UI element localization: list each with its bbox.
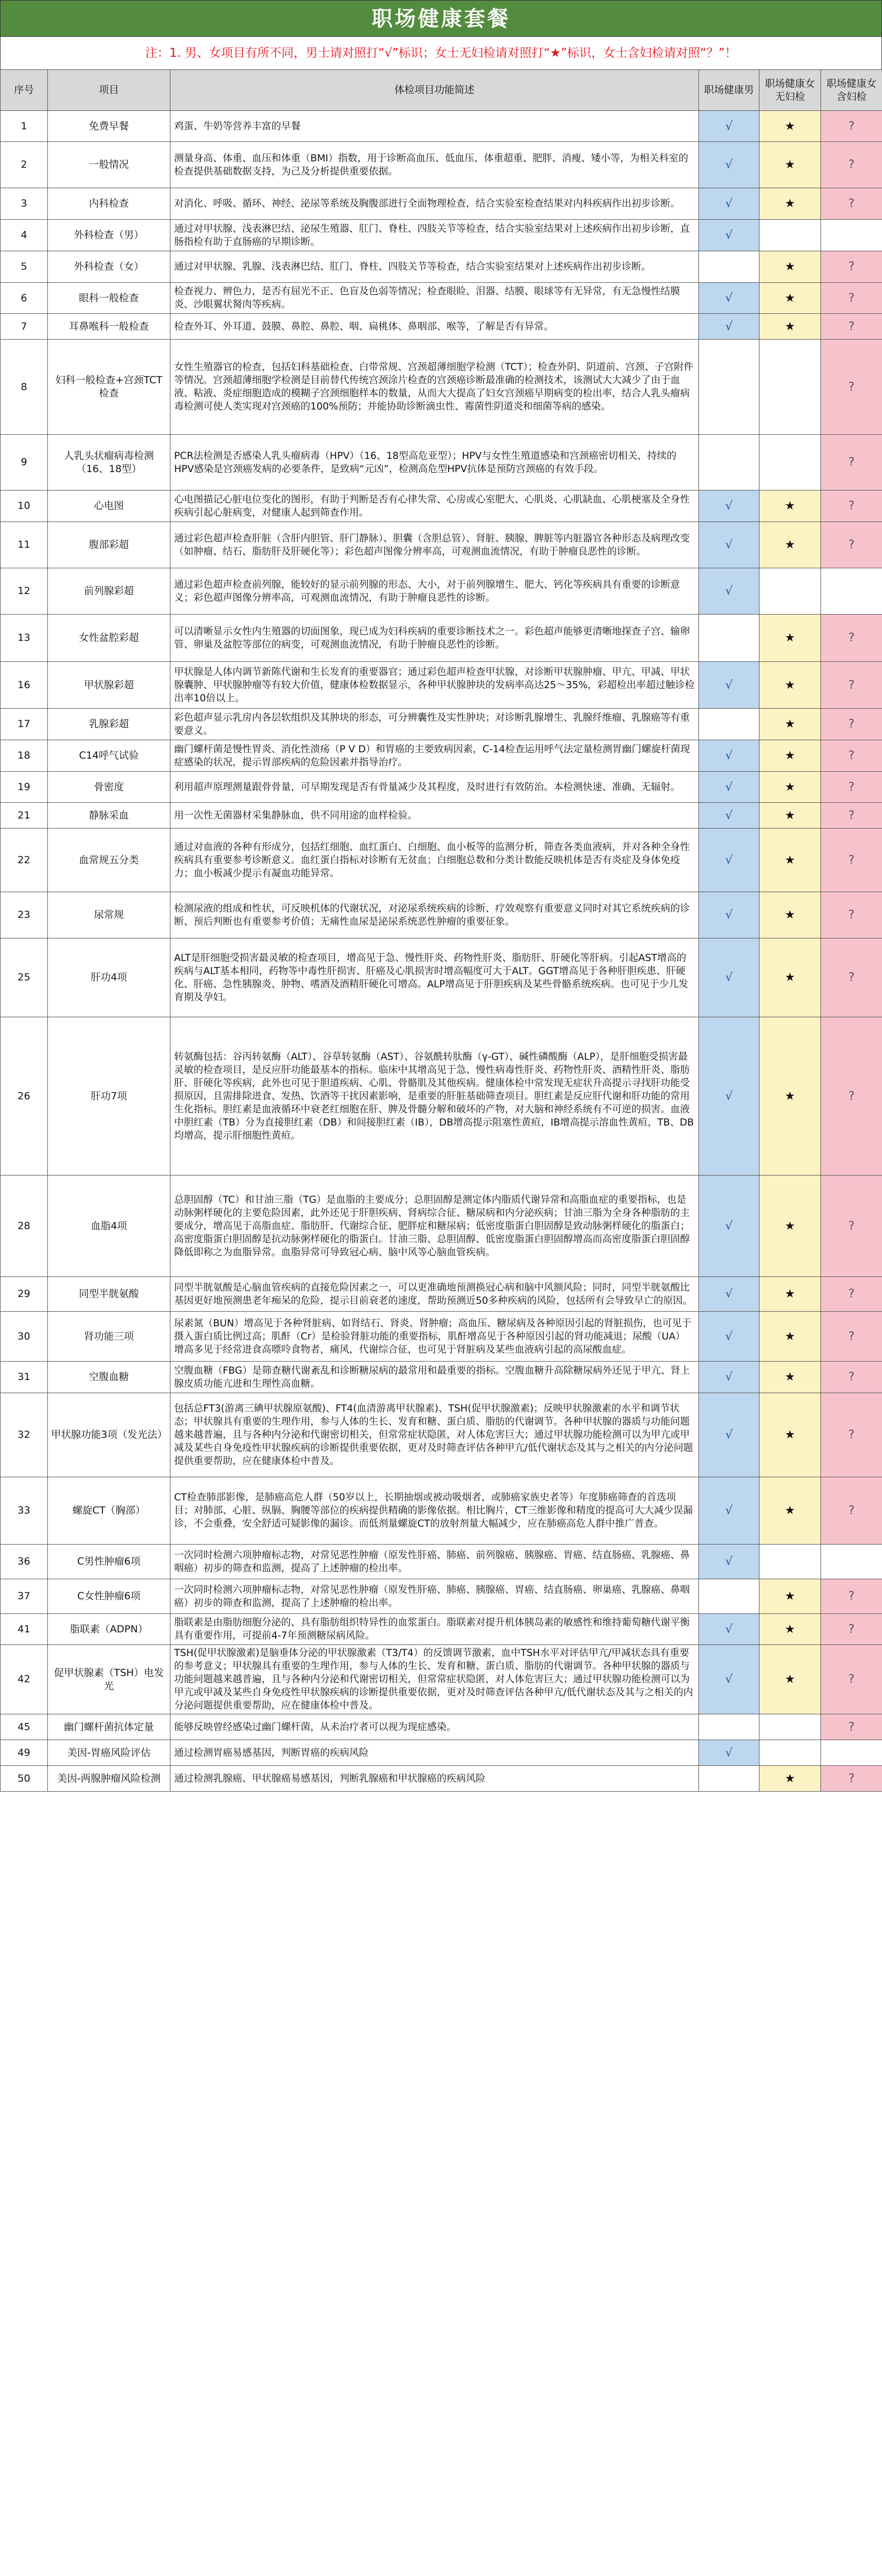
header-item: 项目 bbox=[48, 70, 170, 111]
row-mark-female-no-gyn: ★ bbox=[759, 829, 821, 892]
table-row bbox=[1, 1714, 882, 1740]
row-item-name: C14呼气试验 bbox=[48, 740, 170, 772]
row-mark-female-with-gyn: ? bbox=[821, 892, 882, 938]
row-mark-female-with-gyn bbox=[821, 220, 882, 251]
row-item-name: 螺旋CT（胸部） bbox=[48, 1477, 170, 1545]
row-item-name: 妇科一般检查+宫颈TCT检查 bbox=[48, 340, 170, 435]
row-mark-female-with-gyn: ? bbox=[821, 1175, 882, 1277]
row-description: 通过检测乳腺癌、甲状腺癌易感基因，判断乳腺癌和甲状腺癌的疾病风险 bbox=[170, 1766, 699, 1792]
row-mark-female-with-gyn: ? bbox=[821, 938, 882, 1017]
row-item-name: 美因-两腺肿瘤风险检测 bbox=[48, 1766, 170, 1792]
row-mark-female-with-gyn: ? bbox=[821, 490, 882, 522]
row-number: 4 bbox=[1, 220, 48, 251]
gender-note: 注：1. 男、女项目有所不同，男士请对照打“√”标识；女士无妇检请对照打“★”标识，女士含妇检请对照“？”！ bbox=[0, 37, 882, 69]
row-description: 通过彩色超声检查肝脏（含肝内胆管、肝门静脉）、胆囊（含胆总管）、肾脏、胰腺、脾脏等内脏器官各种形态及病理改变（如肿瘤、结石、脂肪肝及肝硬化等）；彩色超声图像分辨率高，可观测血流情况，有助于肿瘤良恶性的诊断。 bbox=[170, 522, 699, 568]
table-row bbox=[1, 1579, 882, 1614]
row-mark-female-with-gyn: ? bbox=[821, 1477, 882, 1545]
row-description: 甲状腺是人体内调节新陈代谢和生长发育的重要器官；通过彩色超声检查甲状腺，对诊断甲状腺肿瘤、甲亢、甲减、甲状腺囊肿、甲状腺肿瘤等有较大价值，健康体检数据显示，各种甲状腺肿块的发病率高达25～35%，彩超检出率超过触诊检出率10倍以上。 bbox=[170, 662, 699, 709]
header-description: 体检项目功能简述 bbox=[170, 70, 699, 111]
header-male: 职场健康男 bbox=[699, 70, 759, 111]
table-row bbox=[1, 1017, 882, 1175]
row-mark-male: √ bbox=[699, 1545, 759, 1579]
row-mark-female-no-gyn: ★ bbox=[759, 283, 821, 314]
row-item-name: 血常规五分类 bbox=[48, 829, 170, 892]
row-item-name: 甲状腺彩超 bbox=[48, 662, 170, 709]
row-mark-female-no-gyn bbox=[759, 1714, 821, 1740]
row-description: 鸡蛋、牛奶等营养丰富的早餐 bbox=[170, 111, 699, 142]
row-mark-male: √ bbox=[699, 662, 759, 709]
row-mark-female-no-gyn: ★ bbox=[759, 1277, 821, 1312]
row-item-name: 外科检查（女） bbox=[48, 251, 170, 283]
row-description: 心电图描记心脏电位变化的图形，有助于判断是否有心律失常、心房或心室肥大、心肌炎、心肌缺血、心肌梗塞及全身性疾病引起心脏病变，对健康人起到筛查作用。 bbox=[170, 490, 699, 522]
row-description: 通过对甲状腺、浅表淋巴结、泌尿生殖器、肛门、脊柱、四肢关节等检查，结合实验室结果对上述疾病作出初步诊断，直肠指检有助于直肠癌的早期诊断。 bbox=[170, 220, 699, 251]
row-mark-female-no-gyn: ★ bbox=[759, 662, 821, 709]
row-description: 通过检测胃癌易感基因，判断胃癌的疾病风险 bbox=[170, 1740, 699, 1766]
row-mark-male bbox=[699, 1714, 759, 1740]
row-mark-female-no-gyn: ★ bbox=[759, 251, 821, 283]
table-row bbox=[1, 522, 882, 568]
row-mark-female-with-gyn: ? bbox=[821, 188, 882, 220]
row-mark-male: √ bbox=[699, 1175, 759, 1277]
row-mark-female-no-gyn: ★ bbox=[759, 1477, 821, 1545]
row-mark-female-no-gyn: ★ bbox=[759, 111, 821, 142]
row-mark-male: √ bbox=[699, 1277, 759, 1312]
row-mark-female-no-gyn: ★ bbox=[759, 1362, 821, 1393]
row-mark-female-no-gyn: ★ bbox=[759, 709, 821, 740]
row-description: 检查外耳、外耳道、鼓膜、鼻腔、鼻腔、咽、扁桃体、鼻咽部、喉等，了解是否有异常。 bbox=[170, 314, 699, 340]
row-description: PCR法检测是否感染人乳头瘤病毒（HPV）（16、18型高危亚型）；HPV与女性生殖道感染和宫颈癌密切相关，持续的HPV感染是宫颈癌发病的必要条件，是致病“元凶”，检测高危型HPV抗体是预防宫颈癌的有效手段。 bbox=[170, 435, 699, 490]
row-item-name: 内科检查 bbox=[48, 188, 170, 220]
row-mark-female-no-gyn: ★ bbox=[759, 1312, 821, 1362]
row-item-name: 肝功7项 bbox=[48, 1017, 170, 1175]
row-number: 12 bbox=[1, 568, 48, 615]
row-number: 17 bbox=[1, 709, 48, 740]
row-mark-male: √ bbox=[699, 188, 759, 220]
row-mark-female-with-gyn: ? bbox=[821, 314, 882, 340]
row-mark-male: √ bbox=[699, 938, 759, 1017]
table-row bbox=[1, 251, 882, 283]
row-item-name: 幽门螺杆菌抗体定量 bbox=[48, 1714, 170, 1740]
row-item-name: 促甲状腺素（TSH）电发光 bbox=[48, 1645, 170, 1714]
table-row bbox=[1, 1312, 882, 1362]
table-row bbox=[1, 220, 882, 251]
row-mark-male: √ bbox=[699, 1614, 759, 1645]
row-mark-male bbox=[699, 251, 759, 283]
row-mark-male: √ bbox=[699, 1017, 759, 1175]
row-number: 5 bbox=[1, 251, 48, 283]
row-mark-female-no-gyn: ★ bbox=[759, 615, 821, 662]
row-mark-female-with-gyn bbox=[821, 568, 882, 615]
row-mark-female-no-gyn: ★ bbox=[759, 892, 821, 938]
table-row bbox=[1, 568, 882, 615]
table-row bbox=[1, 709, 882, 740]
row-item-name: 乳腺彩超 bbox=[48, 709, 170, 740]
row-mark-male bbox=[699, 340, 759, 435]
row-mark-female-no-gyn: ★ bbox=[759, 1645, 821, 1714]
row-mark-female-no-gyn: ★ bbox=[759, 142, 821, 188]
row-mark-male: √ bbox=[699, 1477, 759, 1545]
row-number: 7 bbox=[1, 314, 48, 340]
row-mark-female-with-gyn: ? bbox=[821, 829, 882, 892]
row-item-name: 一般情况 bbox=[48, 142, 170, 188]
row-description: 转氨酶包括：谷丙转氨酶（ALT）、谷草转氨酶（AST）、谷氨酰转肽酶（γ-GT）、碱性磷酸酶（ALP），是肝细胞受损害最灵敏的检查项目，是反应肝功能最基本的指标。临床中其增高见于急、慢性病毒性肝炎、药物性肝炎、酒精性肝炎、脂肪肝、肝硬化等疾病，此外也可见于胆道疾病、心肌、骨骼肌及其他疾病。健康体检中常发现无症状升高提示寻找肝功能受损原因，且需排除进食、发热、饮酒等干扰因素影响，是重要的肝脏基础筛查项目。胆红素是反应肝代谢和肝功能的常用生化指标。胆红素是血液循环中衰老红细胞在肝、脾及骨髓分解和破坏的产物，对大脑和神经系统有不可逆的损害。血液中胆红素（TB）分为直接胆红素（DB）和间接胆红素（IB），DB增高提示阻塞性黄疸，IB增高提示溶血性黄疸，TB、DB均增高，提示肝细胞性黄疸。 bbox=[170, 1017, 699, 1175]
row-description: 对消化、呼吸、循环、神经、泌尿等系统及胸腹部进行全面物理检查，结合实验室检查结果对内科疾病作出初步诊断。 bbox=[170, 188, 699, 220]
row-mark-female-with-gyn: ? bbox=[821, 1312, 882, 1362]
row-mark-male: √ bbox=[699, 740, 759, 772]
row-item-name: 肾功能三项 bbox=[48, 1312, 170, 1362]
table-row bbox=[1, 1614, 882, 1645]
table-row bbox=[1, 1740, 882, 1766]
table-row bbox=[1, 1645, 882, 1714]
row-number: 10 bbox=[1, 490, 48, 522]
table-row bbox=[1, 1545, 882, 1579]
table-row bbox=[1, 490, 882, 522]
row-mark-female-with-gyn: ? bbox=[821, 283, 882, 314]
table-row bbox=[1, 1277, 882, 1312]
row-number: 6 bbox=[1, 283, 48, 314]
row-mark-female-no-gyn: ★ bbox=[759, 1017, 821, 1175]
row-item-name: 空腹血糖 bbox=[48, 1362, 170, 1393]
row-mark-male: √ bbox=[699, 803, 759, 829]
row-mark-female-with-gyn: ? bbox=[821, 1766, 882, 1792]
row-number: 22 bbox=[1, 829, 48, 892]
row-mark-female-no-gyn: ★ bbox=[759, 1393, 821, 1477]
row-mark-female-with-gyn: ? bbox=[821, 615, 882, 662]
row-mark-female-with-gyn: ? bbox=[821, 662, 882, 709]
row-number: 50 bbox=[1, 1766, 48, 1792]
row-item-name: 肝功4项 bbox=[48, 938, 170, 1017]
row-item-name: 尿常规 bbox=[48, 892, 170, 938]
row-item-name: 静脉采血 bbox=[48, 803, 170, 829]
row-description: 女性生殖器官的检查，包括妇科基础检查、白带常规、宫颈超薄细胞学检测（TCT）；检查外阴、阴道前、宫颈、子宫附件等情况。宫颈超薄细胞学检测是目前替代传统宫颈涂片检查的宫颈癌诊断最准确的检测技术，该测试大大减少了由于血液、粘液、炎症细胞造成的模糊子宫颈细胞样本的数量，从而大大提高了妇女宫颈癌早期病变的检出率，结合人乳头瘤病毒检测可使人类实现对宫颈癌的100%预防；并能协助诊断滴虫性、霉菌性阴道炎和细菌等病的感染。 bbox=[170, 340, 699, 435]
row-mark-female-no-gyn: ★ bbox=[759, 1175, 821, 1277]
row-number: 49 bbox=[1, 1740, 48, 1766]
row-mark-male: √ bbox=[699, 490, 759, 522]
row-description: ALT是肝细胞受损害最灵敏的检查项目，增高见于急、慢性肝炎、药物性肝炎、脂肪肝、肝硬化等肝病。引起AST增高的疾病与ALT基本相同，药物等中毒性肝损害、肝癌及心肌损害时增高幅度可大于ALT。GGT增高见于各种肝胆疾患、肝硬化、肝癌、急性胰腺炎、肿物、嗜酒及酒精肝硬化可增高。ALP增高见于肝胆疾病及某些骨骼系统疾病。也可见于少儿发育期及孕妇。 bbox=[170, 938, 699, 1017]
row-mark-female-with-gyn: ? bbox=[821, 1362, 882, 1393]
row-mark-female-no-gyn: ★ bbox=[759, 314, 821, 340]
row-item-name: 外科检查（男） bbox=[48, 220, 170, 251]
row-mark-male: √ bbox=[699, 283, 759, 314]
row-description: 一次同时检测六项肿瘤标志物，对常见恶性肿瘤（原发性肝癌、肺癌、胰腺癌、胃癌、结直肠癌、卵巢癌、乳腺癌、鼻咽癌）初步的筛查和监测，提高了上述肿瘤的检出率。 bbox=[170, 1579, 699, 1614]
table-row bbox=[1, 772, 882, 803]
row-item-name: 骨密度 bbox=[48, 772, 170, 803]
row-mark-male: √ bbox=[699, 1362, 759, 1393]
table-row bbox=[1, 829, 882, 892]
row-description: 彩色超声显示乳房内各层软组织及其肿块的形态，可分辨囊性及实性肿块；对诊断乳腺增生、乳腺纤维瘤、乳腺癌等有重要意义。 bbox=[170, 709, 699, 740]
row-description: 幽门螺杆菌是慢性胃炎、消化性溃疡（P V D）和胃癌的主要致病因素，C-14检查运用呼气法定量检测胃幽门螺旋杆菌现症感染的状况，提示胃部疾病的危险因素并指导治疗。 bbox=[170, 740, 699, 772]
row-number: 3 bbox=[1, 188, 48, 220]
row-number: 18 bbox=[1, 740, 48, 772]
row-mark-male: √ bbox=[699, 1312, 759, 1362]
table-row bbox=[1, 803, 882, 829]
row-mark-male: √ bbox=[699, 314, 759, 340]
row-mark-male: √ bbox=[699, 1740, 759, 1766]
table-row bbox=[1, 435, 882, 490]
table-row bbox=[1, 314, 882, 340]
row-mark-male: √ bbox=[699, 1393, 759, 1477]
row-number: 1 bbox=[1, 111, 48, 142]
table-row bbox=[1, 111, 882, 142]
row-mark-male: √ bbox=[699, 522, 759, 568]
row-number: 2 bbox=[1, 142, 48, 188]
row-item-name: C女性肿瘤6项 bbox=[48, 1579, 170, 1614]
row-mark-female-no-gyn bbox=[759, 220, 821, 251]
row-number: 23 bbox=[1, 892, 48, 938]
row-item-name: 免费早餐 bbox=[48, 111, 170, 142]
row-item-name: 心电图 bbox=[48, 490, 170, 522]
row-mark-female-no-gyn: ★ bbox=[759, 740, 821, 772]
row-mark-female-no-gyn: ★ bbox=[759, 772, 821, 803]
row-number: 25 bbox=[1, 938, 48, 1017]
row-item-name: 血脂4项 bbox=[48, 1175, 170, 1277]
table-row bbox=[1, 1175, 882, 1277]
row-item-name: 女性盆腔彩超 bbox=[48, 615, 170, 662]
row-description: 一次同时检测六项肿瘤标志物，对常见恶性肿瘤（原发性肝癌、肺癌、前列腺癌、胰腺癌、胃癌、结直肠癌、乳腺癌、鼻咽癌）初步的筛查和监测，提高了上述肿瘤的检出率。 bbox=[170, 1545, 699, 1579]
table-row bbox=[1, 740, 882, 772]
row-mark-female-with-gyn: ? bbox=[821, 1714, 882, 1740]
row-mark-female-with-gyn: ? bbox=[821, 1614, 882, 1645]
row-description: 通过彩色超声检查前列腺，能较好的显示前列腺的形态、大小，对于前列腺增生、肥大、钙化等疾病具有重要的诊断意义；彩色超声图像分辨率高，可观测血流情况，有助于肿瘤良恶性的诊断。 bbox=[170, 568, 699, 615]
row-description: 检查视力、辨色力，是否有屈光不正、色盲及色弱等情况；检查眼睑、泪器、结膜、眼球等有无异常，有无急慢性结膜炎、沙眼翼状胬肉等疾病。 bbox=[170, 283, 699, 314]
row-number: 45 bbox=[1, 1714, 48, 1740]
row-mark-male: √ bbox=[699, 568, 759, 615]
row-description: TSH(促甲状腺激素)是脑垂体分泌的甲状腺激素（T3/T4）的反馈调节激素，血中TSH水平对评估甲亢/甲减状态具有重要的参考意义；甲状腺具有重要的生理作用，参与人体的生长、发育和糖、蛋白质、脂肪的代谢调节。各种甲状腺的器质与功能问题越来越普遍，且与各种内分泌和代谢密切相关，但常常症状隐匿，对人体危害巨大；通过甲状腺功能检测可以为甲亢或甲减及某些自身免疫性甲状腺疾病的诊断提供重要依据，更对及时筛查评估各种甲亢/低代谢状态及其与之相关的内分泌问题提供重要帮助，应在健康体检中普及。 bbox=[170, 1645, 699, 1714]
row-mark-female-no-gyn: ★ bbox=[759, 1766, 821, 1792]
row-number: 19 bbox=[1, 772, 48, 803]
table-row bbox=[1, 938, 882, 1017]
row-mark-female-no-gyn bbox=[759, 1545, 821, 1579]
row-mark-male: √ bbox=[699, 142, 759, 188]
row-number: 31 bbox=[1, 1362, 48, 1393]
row-number: 42 bbox=[1, 1645, 48, 1714]
table-row bbox=[1, 1477, 882, 1545]
row-mark-male: √ bbox=[699, 1645, 759, 1714]
row-number: 11 bbox=[1, 522, 48, 568]
row-number: 29 bbox=[1, 1277, 48, 1312]
row-item-name: 同型半胱氨酸 bbox=[48, 1277, 170, 1312]
row-mark-female-with-gyn: ? bbox=[821, 1579, 882, 1614]
row-description: 空腹血糖（FBG）是筛查糖代谢紊乱和诊断糖尿病的最常用和最重要的指标。空腹血糖升高除糖尿病外还见于甲亢、肾上腺皮质功能亢进和生理性高血糖。 bbox=[170, 1362, 699, 1393]
row-description: 利用超声原理测量跟骨骨量，可早期发现是否有骨量减少及其程度，及时进行有效防治。本检测快速、准确、无辐射。 bbox=[170, 772, 699, 803]
row-mark-female-no-gyn: ★ bbox=[759, 1614, 821, 1645]
row-description: 通过对血液的各种有形成分，包括红细胞、血红蛋白、白细胞、血小板等的监测分析，筛查各类血液病，并对各种全身性疾病具有重要参考诊断意义。血红蛋白指标对诊断有无贫血；白细胞总数和分类计数能反映机体是否有炎症及身体免疫力；血小板减少提示有凝血功能异常。 bbox=[170, 829, 699, 892]
row-item-name: 耳鼻喉科一般检查 bbox=[48, 314, 170, 340]
row-mark-female-no-gyn bbox=[759, 340, 821, 435]
row-description: 同型半胱氨酸是心脑血管疾病的直接危险因素之一，可以更准确地预测换冠心病和脑中风额风险；同时，同型半胱氨酸比基因更好地预测患老年痴呆的危险，提示目前衰老的速度，帮助预测近50多种疾病的风险，包括所有会导致早亡的原因。 bbox=[170, 1277, 699, 1312]
row-number: 21 bbox=[1, 803, 48, 829]
row-mark-female-with-gyn: ? bbox=[821, 1393, 882, 1477]
row-mark-female-with-gyn: ? bbox=[821, 1017, 882, 1175]
row-description: 可以清晰显示女性内生殖器的切面图象，现已成为妇科疾病的重要诊断技术之一。彩色超声能够更清晰地探查子宫、输卵管、卵巢及盆腔等部位的病变，可观测血流情况，有助于肿瘤良恶性的诊断。 bbox=[170, 615, 699, 662]
row-mark-female-with-gyn: ? bbox=[821, 522, 882, 568]
row-mark-female-no-gyn bbox=[759, 435, 821, 490]
table-row bbox=[1, 142, 882, 188]
row-description: 包括总FT3(游离三碘甲状腺原氨酸)、FT4(血清游离甲状腺素)、TSH(促甲状腺激素)；反映甲状腺激素的水平和调节状态；甲状腺具有重要的生理作用，参与人体的生长、发育和糖、蛋白质、脂肪的代谢调节。各种甲状腺的器质与功能问题越来越普遍，且与各种内分泌和代谢密切相关，但常常症状隐匿，对人体危害巨大；通过甲状腺功能检测可以为甲亢或甲减及某些自身免疫性甲状腺疾病的诊断提供重要依据，更对及时筛查评估各种甲亢/低代谢状态及其与之相关的内分泌问题提供重要帮助，应在健康体检中普及。 bbox=[170, 1393, 699, 1477]
row-mark-female-with-gyn: ? bbox=[821, 111, 882, 142]
row-item-name: 眼科一般检查 bbox=[48, 283, 170, 314]
row-mark-female-with-gyn bbox=[821, 1740, 882, 1766]
row-number: 8 bbox=[1, 340, 48, 435]
table-row bbox=[1, 340, 882, 435]
row-mark-female-with-gyn: ? bbox=[821, 142, 882, 188]
row-number: 32 bbox=[1, 1393, 48, 1477]
row-mark-male bbox=[699, 435, 759, 490]
row-mark-female-with-gyn: ? bbox=[821, 340, 882, 435]
table-row bbox=[1, 892, 882, 938]
header-female-with-gyn: 职场健康女含妇检 bbox=[821, 70, 882, 111]
row-number: 26 bbox=[1, 1017, 48, 1175]
row-description: 检测尿液的组成和性状，可反映机体的代谢状况，对泌尿系统疾病的诊断、疗效观察有重要意义同时对其它系统疾病的诊断、预后判断也有重要参考价值；无痛性血尿是泌尿系统恶性肿瘤的重要征象。 bbox=[170, 892, 699, 938]
row-number: 37 bbox=[1, 1579, 48, 1614]
row-mark-female-no-gyn: ★ bbox=[759, 938, 821, 1017]
row-mark-female-with-gyn bbox=[821, 1545, 882, 1579]
row-description: CT检查肺部影像，是肺癌高危人群（50岁以上，长期抽烟或被动吸烟者，或肺癌家族史者等）年度肺癌筛查的首选项目；对肺部、心脏、纵膈、胸腰等部位的疾病提供精确的影像依据。相比胸片，CT三维影像和精度的提高可大大减少误漏诊，不会重叠，安全舒适可疑影像的漏诊。而低剂量螺旋CT的放射剂量大幅减少，应在肺癌高危人群中推广普查。 bbox=[170, 1477, 699, 1545]
row-description: 总胆固醇（TC）和甘油三脂（TG）是血脂的主要成分；总胆固醇是测定体内脂质代谢异常和高脂血症的重要指标，也是动脉粥样硬化的主要危险因素，此外还见于肝胆疾病、肾病综合征、糖尿病和内分泌疾病；甘油三脂为全身各种脂肪的主要成分，增高见于高脂血症、脂肪肝、代谢综合征、肥胖症和糖尿病；低密度脂蛋白胆固醇是致动脉粥样硬化的脂蛋白；高密度脂蛋白胆固醇是抗动脉粥样硬化的脂蛋白。甘油三脂、总胆固醇、低密度脂蛋白胆固醇增高而高密度脂蛋白胆固醇降低即称之为血脂异常。血脂异常可导致冠心病、脑中风等心脑血管疾病。 bbox=[170, 1175, 699, 1277]
row-description: 尿素氮（BUN）增高见于各种肾脏病、如肾结石、肾炎、肾肿瘤；高血压、糖尿病及各种原因引起的肾脏损伤，也可见于摄入蛋白质比例过高；肌酐（Cr）是检验肾脏功能的重要指标，肌酐增高见于各种原因引起的肾功能减退；尿酸（UA）增高多见于经常进食高嘌呤食物者，痛风，代谢综合征，也可见于肾脏病及某些血液病引起的高尿酸血症。 bbox=[170, 1312, 699, 1362]
table-row bbox=[1, 283, 882, 314]
row-mark-female-with-gyn: ? bbox=[821, 251, 882, 283]
row-description: 能够反映曾经感染过幽门螺杆菌，从未治疗者可以视为现症感染。 bbox=[170, 1714, 699, 1740]
row-mark-female-no-gyn bbox=[759, 568, 821, 615]
row-mark-male bbox=[699, 709, 759, 740]
row-item-name: 人乳头状瘤病毒检测（16、18型） bbox=[48, 435, 170, 490]
row-mark-female-with-gyn: ? bbox=[821, 772, 882, 803]
table-row bbox=[1, 188, 882, 220]
table-row bbox=[1, 1362, 882, 1393]
row-item-name: C男性肿瘤6项 bbox=[48, 1545, 170, 1579]
row-mark-male: √ bbox=[699, 892, 759, 938]
row-mark-female-no-gyn: ★ bbox=[759, 522, 821, 568]
row-mark-male: √ bbox=[699, 111, 759, 142]
row-number: 30 bbox=[1, 1312, 48, 1362]
row-description: 测量身高、体重、血压和体重（BMI）指数，用于诊断高血压、低血压、体重超重、肥胖、消瘦、矮小等，为相关科室的检查提供基础数据支持，为己及分析提供重要依据。 bbox=[170, 142, 699, 188]
row-mark-male: √ bbox=[699, 772, 759, 803]
row-mark-male bbox=[699, 615, 759, 662]
row-mark-female-no-gyn bbox=[759, 1740, 821, 1766]
table-header-row bbox=[1, 70, 882, 111]
row-item-name: 脂联素（ADPN） bbox=[48, 1614, 170, 1645]
table-row bbox=[1, 662, 882, 709]
row-mark-male: √ bbox=[699, 220, 759, 251]
header-no: 序号 bbox=[1, 70, 48, 111]
row-mark-female-no-gyn: ★ bbox=[759, 803, 821, 829]
row-mark-female-with-gyn: ? bbox=[821, 709, 882, 740]
row-number: 28 bbox=[1, 1175, 48, 1277]
checkup-table bbox=[0, 69, 882, 1792]
row-number: 13 bbox=[1, 615, 48, 662]
row-item-name: 腹部彩超 bbox=[48, 522, 170, 568]
row-mark-male bbox=[699, 1579, 759, 1614]
row-item-name: 前列腺彩超 bbox=[48, 568, 170, 615]
row-mark-male: √ bbox=[699, 829, 759, 892]
row-number: 36 bbox=[1, 1545, 48, 1579]
row-number: 41 bbox=[1, 1614, 48, 1645]
row-mark-female-with-gyn: ? bbox=[821, 435, 882, 490]
row-number: 9 bbox=[1, 435, 48, 490]
row-mark-female-with-gyn: ? bbox=[821, 1277, 882, 1312]
row-description: 脂联素是由脂肪细胞分泌的、具有脂肪组织特异性的血浆蛋白。脂联素对提升机体胰岛素的敏感性和维持葡萄糖代谢平衡具有重要作用，可提前4-7年预测糖尿病风险。 bbox=[170, 1614, 699, 1645]
row-number: 16 bbox=[1, 662, 48, 709]
row-number: 33 bbox=[1, 1477, 48, 1545]
row-mark-female-no-gyn: ★ bbox=[759, 188, 821, 220]
row-item-name: 甲状腺功能3项（发光法） bbox=[48, 1393, 170, 1477]
table-row bbox=[1, 615, 882, 662]
row-description: 用一次性无菌器材采集静脉血，供不同用途的血样检验。 bbox=[170, 803, 699, 829]
table-row bbox=[1, 1393, 882, 1477]
row-mark-female-with-gyn: ? bbox=[821, 803, 882, 829]
row-mark-female-no-gyn: ★ bbox=[759, 490, 821, 522]
row-description: 通过对甲状腺、乳腺、浅表淋巴结、肛门、脊柱、四肢关节等检查，结合实验室结果对上述疾病作出初步诊断。 bbox=[170, 251, 699, 283]
page-title: 职场健康套餐 bbox=[0, 0, 882, 37]
row-mark-male bbox=[699, 1766, 759, 1792]
row-mark-female-no-gyn: ★ bbox=[759, 1579, 821, 1614]
row-mark-female-with-gyn: ? bbox=[821, 1645, 882, 1714]
row-item-name: 美因-胃癌风险评估 bbox=[48, 1740, 170, 1766]
row-mark-female-with-gyn: ? bbox=[821, 740, 882, 772]
table-row bbox=[1, 1766, 882, 1792]
header-female-no-gyn: 职场健康女无妇检 bbox=[759, 70, 821, 111]
